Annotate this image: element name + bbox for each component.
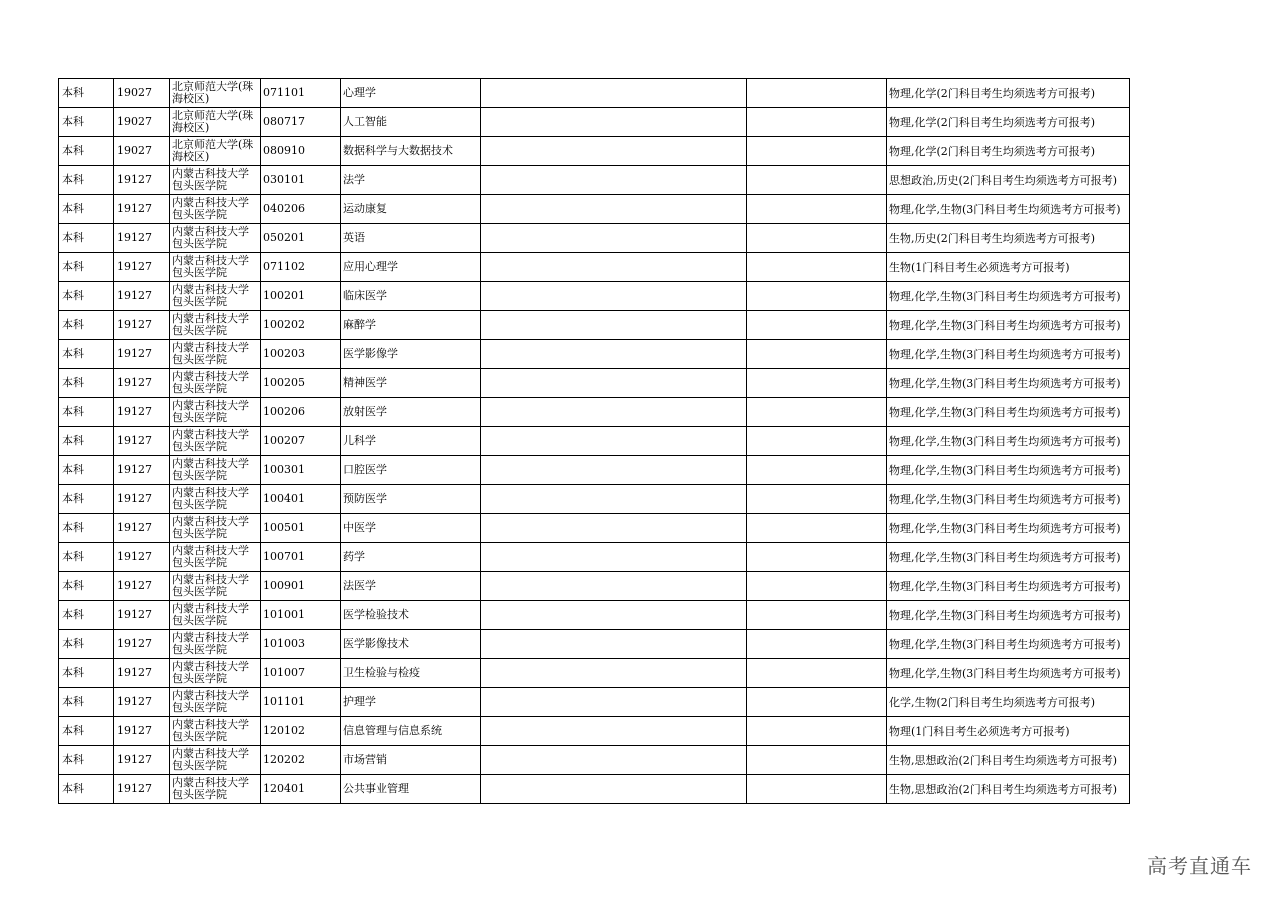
requirement-cell: 物理,化学(2门科目考生均须选考方可报考) <box>887 79 1130 108</box>
major-name-cell: 人工智能 <box>341 108 481 137</box>
table-row <box>59 514 1130 543</box>
empty-cell <box>481 514 747 543</box>
school-name-cell: 内蒙古科技大学包头医学院 <box>170 485 261 514</box>
school-name-cell: 北京师范大学(珠海校区) <box>170 79 261 108</box>
level-cell: 本科 <box>59 195 114 224</box>
table-row <box>59 485 1130 514</box>
empty-cell <box>481 398 747 427</box>
table-row <box>59 253 1130 282</box>
empty-cell <box>747 688 887 717</box>
major-code-cell: 071101 <box>261 79 341 108</box>
requirement-cell: 物理,化学(2门科目考生均须选考方可报考) <box>887 137 1130 166</box>
table-row <box>59 717 1130 746</box>
major-code-cell: 071102 <box>261 253 341 282</box>
school-code-cell: 19127 <box>114 746 170 775</box>
empty-cell <box>747 253 887 282</box>
requirement-cell: 物理,化学,生物(3门科目考生均须选考方可报考) <box>887 282 1130 311</box>
table-row <box>59 543 1130 572</box>
level-cell: 本科 <box>59 282 114 311</box>
requirement-cell: 物理,化学,生物(3门科目考生均须选考方可报考) <box>887 630 1130 659</box>
empty-cell <box>481 427 747 456</box>
school-code-cell: 19127 <box>114 195 170 224</box>
school-name-cell: 内蒙古科技大学包头医学院 <box>170 572 261 601</box>
school-code-cell: 19127 <box>114 775 170 804</box>
empty-cell <box>481 630 747 659</box>
empty-cell <box>747 282 887 311</box>
major-code-cell: 100205 <box>261 369 341 398</box>
school-code-cell: 19127 <box>114 427 170 456</box>
empty-cell <box>747 717 887 746</box>
requirement-cell: 物理,化学,生物(3门科目考生均须选考方可报考) <box>887 195 1130 224</box>
level-cell: 本科 <box>59 369 114 398</box>
empty-cell <box>747 601 887 630</box>
empty-cell <box>481 659 747 688</box>
requirement-cell: 生物(1门科目考生必须选考方可报考) <box>887 253 1130 282</box>
major-name-cell: 中医学 <box>341 514 481 543</box>
school-code-cell: 19127 <box>114 398 170 427</box>
school-code-cell: 19127 <box>114 717 170 746</box>
table-row <box>59 427 1130 456</box>
school-name-cell: 内蒙古科技大学包头医学院 <box>170 398 261 427</box>
school-name-cell: 内蒙古科技大学包头医学院 <box>170 688 261 717</box>
level-cell: 本科 <box>59 427 114 456</box>
empty-cell <box>747 224 887 253</box>
table-row <box>59 369 1130 398</box>
school-code-cell: 19127 <box>114 369 170 398</box>
empty-cell <box>481 775 747 804</box>
empty-cell <box>747 543 887 572</box>
empty-cell <box>747 137 887 166</box>
level-cell: 本科 <box>59 108 114 137</box>
requirement-cell: 生物,历史(2门科目考生均须选考方可报考) <box>887 224 1130 253</box>
major-code-cell: 100501 <box>261 514 341 543</box>
school-code-cell: 19127 <box>114 659 170 688</box>
empty-cell <box>481 688 747 717</box>
major-name-cell: 心理学 <box>341 79 481 108</box>
empty-cell <box>481 108 747 137</box>
requirement-cell: 生物,思想政治(2门科目考生均须选考方可报考) <box>887 746 1130 775</box>
major-code-cell: 100203 <box>261 340 341 369</box>
school-name-cell: 内蒙古科技大学包头医学院 <box>170 775 261 804</box>
school-code-cell: 19127 <box>114 224 170 253</box>
school-code-cell: 19127 <box>114 601 170 630</box>
table-body <box>59 79 1130 804</box>
empty-cell <box>747 456 887 485</box>
major-code-cell: 080717 <box>261 108 341 137</box>
empty-cell <box>747 659 887 688</box>
school-code-cell: 19027 <box>114 137 170 166</box>
requirement-cell: 思想政治,历史(2门科目考生均须选考方可报考) <box>887 166 1130 195</box>
level-cell: 本科 <box>59 485 114 514</box>
major-name-cell: 市场营销 <box>341 746 481 775</box>
empty-cell <box>481 340 747 369</box>
school-name-cell: 内蒙古科技大学包头医学院 <box>170 195 261 224</box>
school-name-cell: 内蒙古科技大学包头医学院 <box>170 456 261 485</box>
empty-cell <box>481 717 747 746</box>
requirement-cell: 物理,化学,生物(3门科目考生均须选考方可报考) <box>887 427 1130 456</box>
major-code-cell: 120102 <box>261 717 341 746</box>
major-name-cell: 医学影像学 <box>341 340 481 369</box>
requirement-cell: 物理,化学,生物(3门科目考生均须选考方可报考) <box>887 572 1130 601</box>
empty-cell <box>481 456 747 485</box>
major-name-cell: 信息管理与信息系统 <box>341 717 481 746</box>
requirement-cell: 物理,化学,生物(3门科目考生均须选考方可报考) <box>887 543 1130 572</box>
level-cell: 本科 <box>59 340 114 369</box>
level-cell: 本科 <box>59 79 114 108</box>
table-row <box>59 775 1130 804</box>
major-code-cell: 080910 <box>261 137 341 166</box>
school-name-cell: 内蒙古科技大学包头医学院 <box>170 601 261 630</box>
school-name-cell: 内蒙古科技大学包头医学院 <box>170 630 261 659</box>
major-code-cell: 101001 <box>261 601 341 630</box>
empty-cell <box>747 427 887 456</box>
major-code-cell: 101007 <box>261 659 341 688</box>
level-cell: 本科 <box>59 688 114 717</box>
school-name-cell: 内蒙古科技大学包头医学院 <box>170 659 261 688</box>
major-code-cell: 120401 <box>261 775 341 804</box>
empty-cell <box>747 340 887 369</box>
major-code-cell: 101101 <box>261 688 341 717</box>
admission-table <box>58 78 1130 804</box>
requirement-cell: 物理,化学,生物(3门科目考生均须选考方可报考) <box>887 311 1130 340</box>
school-name-cell: 内蒙古科技大学包头医学院 <box>170 514 261 543</box>
school-name-cell: 内蒙古科技大学包头医学院 <box>170 717 261 746</box>
empty-cell <box>747 311 887 340</box>
level-cell: 本科 <box>59 398 114 427</box>
school-code-cell: 19127 <box>114 630 170 659</box>
major-code-cell: 120202 <box>261 746 341 775</box>
empty-cell <box>481 572 747 601</box>
level-cell: 本科 <box>59 253 114 282</box>
requirement-cell: 物理,化学,生物(3门科目考生均须选考方可报考) <box>887 456 1130 485</box>
empty-cell <box>481 79 747 108</box>
empty-cell <box>481 485 747 514</box>
major-name-cell: 法学 <box>341 166 481 195</box>
requirement-cell: 物理,化学,生物(3门科目考生均须选考方可报考) <box>887 485 1130 514</box>
major-code-cell: 101003 <box>261 630 341 659</box>
major-name-cell: 应用心理学 <box>341 253 481 282</box>
empty-cell <box>481 195 747 224</box>
empty-cell <box>747 485 887 514</box>
major-name-cell: 麻醉学 <box>341 311 481 340</box>
table-row <box>59 195 1130 224</box>
school-code-cell: 19127 <box>114 572 170 601</box>
table-row <box>59 688 1130 717</box>
major-code-cell: 100401 <box>261 485 341 514</box>
level-cell: 本科 <box>59 456 114 485</box>
empty-cell <box>481 282 747 311</box>
empty-cell <box>481 166 747 195</box>
level-cell: 本科 <box>59 630 114 659</box>
empty-cell <box>747 195 887 224</box>
major-name-cell: 药学 <box>341 543 481 572</box>
empty-cell <box>747 369 887 398</box>
table-row <box>59 311 1130 340</box>
level-cell: 本科 <box>59 601 114 630</box>
requirement-cell: 物理,化学(2门科目考生均须选考方可报考) <box>887 108 1130 137</box>
level-cell: 本科 <box>59 137 114 166</box>
major-code-cell: 100901 <box>261 572 341 601</box>
school-name-cell: 内蒙古科技大学包头医学院 <box>170 311 261 340</box>
school-code-cell: 19127 <box>114 311 170 340</box>
school-code-cell: 19127 <box>114 253 170 282</box>
table-row <box>59 456 1130 485</box>
level-cell: 本科 <box>59 572 114 601</box>
major-name-cell: 护理学 <box>341 688 481 717</box>
level-cell: 本科 <box>59 775 114 804</box>
major-code-cell: 100202 <box>261 311 341 340</box>
major-code-cell: 100206 <box>261 398 341 427</box>
school-code-cell: 19127 <box>114 282 170 311</box>
major-code-cell: 100201 <box>261 282 341 311</box>
empty-cell <box>481 311 747 340</box>
empty-cell <box>481 224 747 253</box>
table-row <box>59 398 1130 427</box>
table-row <box>59 224 1130 253</box>
requirement-cell: 物理,化学,生物(3门科目考生均须选考方可报考) <box>887 369 1130 398</box>
level-cell: 本科 <box>59 659 114 688</box>
school-code-cell: 19127 <box>114 688 170 717</box>
table-row <box>59 572 1130 601</box>
major-code-cell: 030101 <box>261 166 341 195</box>
major-name-cell: 医学影像技术 <box>341 630 481 659</box>
school-code-cell: 19127 <box>114 514 170 543</box>
school-name-cell: 北京师范大学(珠海校区) <box>170 108 261 137</box>
requirement-cell: 物理,化学,生物(3门科目考生均须选考方可报考) <box>887 398 1130 427</box>
school-name-cell: 内蒙古科技大学包头医学院 <box>170 340 261 369</box>
level-cell: 本科 <box>59 543 114 572</box>
empty-cell <box>747 775 887 804</box>
school-name-cell: 内蒙古科技大学包头医学院 <box>170 427 261 456</box>
level-cell: 本科 <box>59 166 114 195</box>
requirement-cell: 化学,生物(2门科目考生均须选考方可报考) <box>887 688 1130 717</box>
empty-cell <box>481 369 747 398</box>
school-code-cell: 19127 <box>114 485 170 514</box>
school-name-cell: 内蒙古科技大学包头医学院 <box>170 282 261 311</box>
empty-cell <box>481 253 747 282</box>
empty-cell <box>481 601 747 630</box>
requirement-cell: 物理,化学,生物(3门科目考生均须选考方可报考) <box>887 601 1130 630</box>
empty-cell <box>481 746 747 775</box>
major-code-cell: 100701 <box>261 543 341 572</box>
requirement-cell: 物理,化学,生物(3门科目考生均须选考方可报考) <box>887 340 1130 369</box>
major-name-cell: 口腔医学 <box>341 456 481 485</box>
major-name-cell: 法医学 <box>341 572 481 601</box>
table-row <box>59 340 1130 369</box>
school-name-cell: 内蒙古科技大学包头医学院 <box>170 746 261 775</box>
major-name-cell: 数据科学与大数据技术 <box>341 137 481 166</box>
major-name-cell: 预防医学 <box>341 485 481 514</box>
requirement-cell: 物理,化学,生物(3门科目考生均须选考方可报考) <box>887 514 1130 543</box>
school-code-cell: 19127 <box>114 543 170 572</box>
school-name-cell: 北京师范大学(珠海校区) <box>170 137 261 166</box>
school-name-cell: 内蒙古科技大学包头医学院 <box>170 369 261 398</box>
level-cell: 本科 <box>59 514 114 543</box>
empty-cell <box>747 108 887 137</box>
table-row <box>59 108 1130 137</box>
empty-cell <box>747 514 887 543</box>
table-row <box>59 630 1130 659</box>
empty-cell <box>747 79 887 108</box>
requirement-cell: 物理(1门科目考生必须选考方可报考) <box>887 717 1130 746</box>
major-code-cell: 100301 <box>261 456 341 485</box>
major-name-cell: 医学检验技术 <box>341 601 481 630</box>
empty-cell <box>747 398 887 427</box>
empty-cell <box>747 572 887 601</box>
requirement-cell: 物理,化学,生物(3门科目考生均须选考方可报考) <box>887 659 1130 688</box>
major-name-cell: 英语 <box>341 224 481 253</box>
table-row <box>59 282 1130 311</box>
requirement-cell: 生物,思想政治(2门科目考生均须选考方可报考) <box>887 775 1130 804</box>
empty-cell <box>481 543 747 572</box>
school-name-cell: 内蒙古科技大学包头医学院 <box>170 224 261 253</box>
table-row <box>59 746 1130 775</box>
school-code-cell: 19027 <box>114 108 170 137</box>
major-name-cell: 运动康复 <box>341 195 481 224</box>
major-code-cell: 100207 <box>261 427 341 456</box>
school-code-cell: 19127 <box>114 340 170 369</box>
table-row <box>59 166 1130 195</box>
major-name-cell: 卫生检验与检疫 <box>341 659 481 688</box>
school-name-cell: 内蒙古科技大学包头医学院 <box>170 543 261 572</box>
school-name-cell: 内蒙古科技大学包头医学院 <box>170 253 261 282</box>
empty-cell <box>747 746 887 775</box>
major-name-cell: 儿科学 <box>341 427 481 456</box>
major-name-cell: 精神医学 <box>341 369 481 398</box>
school-code-cell: 19127 <box>114 166 170 195</box>
empty-cell <box>747 166 887 195</box>
table-row <box>59 79 1130 108</box>
empty-cell <box>747 630 887 659</box>
level-cell: 本科 <box>59 717 114 746</box>
school-code-cell: 19027 <box>114 79 170 108</box>
table-row <box>59 601 1130 630</box>
school-code-cell: 19127 <box>114 456 170 485</box>
school-name-cell: 内蒙古科技大学包头医学院 <box>170 166 261 195</box>
major-code-cell: 050201 <box>261 224 341 253</box>
major-code-cell: 040206 <box>261 195 341 224</box>
level-cell: 本科 <box>59 224 114 253</box>
table-row <box>59 659 1130 688</box>
watermark-logo: 高考直通车 <box>1147 854 1252 878</box>
major-name-cell: 临床医学 <box>341 282 481 311</box>
level-cell: 本科 <box>59 746 114 775</box>
table-row <box>59 137 1130 166</box>
major-name-cell: 放射医学 <box>341 398 481 427</box>
level-cell: 本科 <box>59 311 114 340</box>
empty-cell <box>481 137 747 166</box>
major-name-cell: 公共事业管理 <box>341 775 481 804</box>
